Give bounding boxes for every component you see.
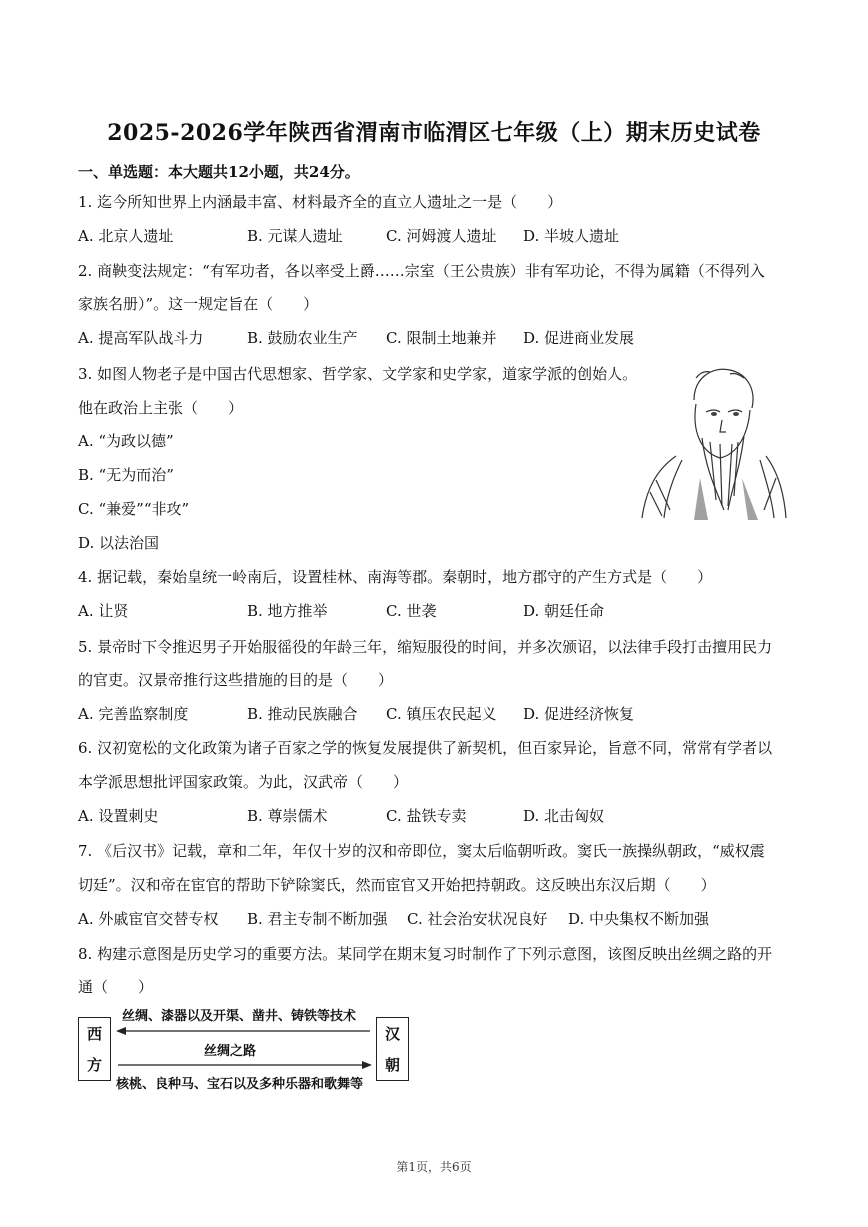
question-7-stem-line2: 切廷”。汉和帝在宦官的帮助下铲除窦氏，然而宦官又开始把持朝政。这反映出东汉后期（ ）	[78, 876, 716, 894]
q3-option-b: B. “无为而治”	[78, 466, 174, 484]
q5-option-b: B. 推动民族融合	[247, 705, 358, 723]
q6-option-c: C. 盐铁专卖	[386, 807, 467, 825]
import-goods-text: 核桃、良种马、宝石以及多种乐器和歌舞等	[116, 1077, 364, 1092]
question-6-stem-line1: 6. 汉初宽松的文化政策为诸子百家之学的恢复发展提供了新契机，但百家异论，旨意不同，常常有学者以	[78, 739, 773, 757]
q3-option-d: D. 以法治国	[78, 534, 160, 552]
q3-option-a: A. “为政以德”	[78, 432, 174, 450]
question-8-stem-line1: 8. 构建示意图是历史学习的重要方法。某同学在期末复习时制作了下列示意图，该图反映出丝绸之路的开	[78, 945, 773, 963]
west-box-top: 西	[86, 1025, 102, 1043]
question-3-stem-line2: 他在政治上主张（ ）	[78, 399, 244, 417]
han-box	[376, 1017, 409, 1081]
question-5-stem-line1: 5. 景帝时下令推迟男子开始服徭役的年龄三年，缩短服役的时间，并多次颁诏，以法律手段打击擅用民力	[78, 638, 773, 656]
han-box-bottom: 朝	[384, 1056, 400, 1074]
q3-option-c: C. “兼爱”“非攻”	[78, 500, 190, 518]
q1-option-d: D. 半坡人遗址	[523, 227, 620, 245]
west-box	[78, 1017, 111, 1081]
q7-option-c: C. 社会治安状况良好	[407, 910, 548, 928]
q6-option-a: A. 设置刺史	[78, 807, 159, 825]
q2-option-c: C. 限制土地兼并	[386, 329, 497, 347]
question-2-stem-line2: 家族名册）”。这一规定旨在（ ）	[78, 295, 319, 313]
q4-option-d: D. 朝廷任命	[523, 602, 605, 620]
han-box-top: 汉	[384, 1025, 400, 1043]
question-6-stem-line2: 本学派思想批评国家政策。为此，汉武帝（ ）	[78, 773, 409, 791]
export-goods-text: 丝绸、漆器以及开渠、凿井、铸铁等技术	[122, 1009, 357, 1024]
q2-option-a: A. 提高军队战斗力	[78, 329, 204, 347]
q5-option-c: C. 镇压农民起义	[386, 705, 497, 723]
q2-option-d: D. 促进商业发展	[523, 329, 635, 347]
silk-road-label: 丝绸之路	[204, 1044, 257, 1059]
page-footer: 第1页，共6页	[396, 1160, 472, 1174]
q4-option-a: A. 让贤	[78, 602, 129, 620]
question-4-stem: 4. 据记载，秦始皇统一岭南后，设置桂林、南海等郡。秦朝时，地方郡守的产生方式是（ ）	[78, 568, 713, 586]
laozi-portrait	[636, 360, 788, 520]
westward-arrow-head	[116, 1027, 126, 1035]
q6-option-b: B. 尊崇儒术	[247, 807, 328, 825]
q4-option-b: B. 地方推举	[247, 602, 328, 620]
q1-option-a: A. 北京人遗址	[78, 227, 174, 245]
q5-option-a: A. 完善监察制度	[78, 705, 189, 723]
q6-option-d: D. 北击匈奴	[523, 807, 605, 825]
question-8-stem-line2: 通（ ）	[78, 978, 154, 996]
eastward-arrow-head	[362, 1061, 372, 1069]
q5-option-d: D. 促进经济恢复	[523, 705, 635, 723]
question-1-stem: 1. 迄今所知世界上内涵最丰富、材料最齐全的直立人遗址之一是（ ）	[78, 193, 563, 211]
question-5-stem-line2: 的官吏。汉景帝推行这些措施的目的是（ ）	[78, 671, 394, 689]
west-box-bottom: 方	[86, 1056, 102, 1074]
question-2-stem-line1: 2. 商鞅变法规定：“有军功者，各以率受上爵……宗室（王公贵族）非有军功论，不得为属籍（不得列入	[78, 262, 765, 280]
q7-option-a: A. 外戚宦官交替专权	[78, 910, 219, 928]
section-heading: 一、单选题：本大题共12小题，共24分。	[78, 163, 360, 181]
q2-option-b: B. 鼓励农业生产	[247, 329, 358, 347]
q1-option-b: B. 元谋人遗址	[247, 227, 343, 245]
q7-option-b: B. 君主专制不断加强	[247, 910, 388, 928]
page-title: 2025-2026学年陕西省渭南市临渭区七年级（上）期末历史试卷	[107, 120, 761, 146]
silk-road-diagram	[78, 1003, 410, 1093]
question-3-stem-line1: 3. 如图人物老子是中国古代思想家、哲学家、文学家和史学家，道家学派的创始人。	[78, 365, 638, 383]
q4-option-c: C. 世袭	[386, 602, 437, 620]
q7-option-d: D. 中央集权不断加强	[568, 910, 710, 928]
q1-option-c: C. 河姆渡人遗址	[386, 227, 497, 245]
question-7-stem-line1: 7. 《后汉书》记载，章和二年，年仅十岁的汉和帝即位，窦太后临朝听政。窦氏一族操纵朝政，“威权震	[78, 842, 765, 860]
